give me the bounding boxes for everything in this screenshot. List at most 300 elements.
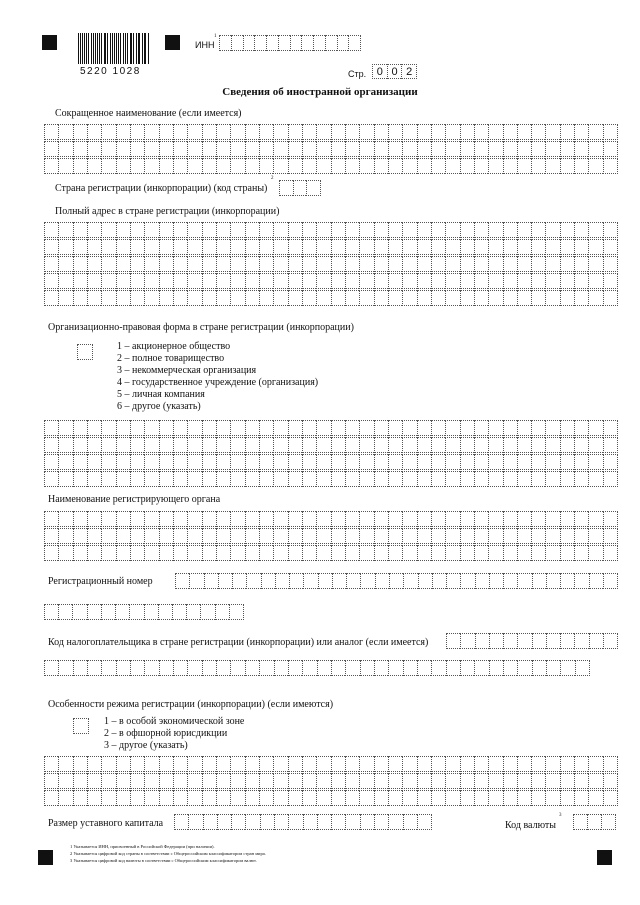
entry-cell[interactable]: [603, 141, 618, 157]
entry-cell[interactable]: [588, 773, 602, 789]
entry-cell[interactable]: [289, 573, 303, 589]
entry-cell[interactable]: [560, 273, 574, 289]
entry-cell[interactable]: [603, 239, 618, 255]
entry-cell[interactable]: [87, 471, 101, 487]
entry-cell[interactable]: [588, 239, 602, 255]
entry-cell[interactable]: [574, 511, 588, 527]
entry-cell[interactable]: [574, 290, 588, 306]
entry-cell[interactable]: [73, 756, 87, 772]
entry-cell[interactable]: [316, 773, 330, 789]
entry-cell[interactable]: [230, 773, 244, 789]
entry-cell[interactable]: [130, 273, 144, 289]
entry-cell[interactable]: [474, 528, 488, 544]
entry-cell[interactable]: [202, 437, 216, 453]
entry-cell[interactable]: [202, 545, 216, 561]
entry-cell[interactable]: [187, 273, 201, 289]
entry-cell[interactable]: [603, 471, 618, 487]
entry-cell[interactable]: [517, 437, 531, 453]
entry-cell[interactable]: [588, 141, 602, 157]
entry-cell[interactable]: [58, 511, 72, 527]
entry-cell[interactable]: [316, 222, 330, 238]
entry-cell[interactable]: [402, 511, 416, 527]
entry-cell[interactable]: [216, 773, 230, 789]
entry-cell[interactable]: [503, 633, 517, 649]
entry-cell[interactable]: [517, 773, 531, 789]
entry-cell[interactable]: [325, 35, 337, 51]
entry-cell[interactable]: [273, 124, 287, 140]
entry-cell[interactable]: [101, 790, 115, 806]
entry-cell[interactable]: [230, 660, 244, 676]
entry-cell[interactable]: [215, 604, 229, 620]
entry-cell[interactable]: [359, 545, 373, 561]
entry-cell[interactable]: [230, 256, 244, 272]
entry-cell[interactable]: [560, 239, 574, 255]
entry-cell[interactable]: [388, 239, 402, 255]
entry-cell[interactable]: [517, 239, 531, 255]
entry-cell[interactable]: [187, 239, 201, 255]
entry-cell[interactable]: [245, 773, 259, 789]
entry-cell[interactable]: [44, 471, 58, 487]
entry-cell[interactable]: [259, 124, 273, 140]
entry-cell[interactable]: [445, 437, 459, 453]
entry-cell[interactable]: [202, 141, 216, 157]
entry-cell[interactable]: [288, 773, 302, 789]
entry-cell[interactable]: [474, 273, 488, 289]
entry-cell[interactable]: [216, 660, 230, 676]
entry-cell[interactable]: [574, 573, 588, 589]
entry-cell[interactable]: [87, 158, 101, 174]
entry-cell[interactable]: [574, 528, 588, 544]
entry-cell[interactable]: [531, 239, 545, 255]
entry-cell[interactable]: [574, 545, 588, 561]
entry-cell[interactable]: [101, 273, 115, 289]
entry-cell[interactable]: [316, 528, 330, 544]
entry-cell[interactable]: [159, 756, 173, 772]
entry-cell[interactable]: [302, 273, 316, 289]
entry-cell[interactable]: [531, 290, 545, 306]
entry-cell[interactable]: [445, 158, 459, 174]
entry-cell[interactable]: [202, 454, 216, 470]
entry-cell[interactable]: [337, 35, 349, 51]
entry-cell[interactable]: [503, 141, 517, 157]
entry-cell[interactable]: [359, 528, 373, 544]
entry-cell[interactable]: [187, 124, 201, 140]
entry-cell[interactable]: [245, 222, 259, 238]
entry-cell[interactable]: [588, 756, 602, 772]
entry-cell[interactable]: [58, 471, 72, 487]
entry-cell[interactable]: [288, 660, 302, 676]
entry-cell[interactable]: [532, 633, 546, 649]
entry-cell[interactable]: [603, 511, 618, 527]
entry-cell[interactable]: [87, 124, 101, 140]
entry-cell[interactable]: [230, 545, 244, 561]
entry-cell[interactable]: [245, 290, 259, 306]
entry-cell[interactable]: [173, 756, 187, 772]
entry-cell[interactable]: [186, 604, 200, 620]
entry-cell[interactable]: [187, 511, 201, 527]
entry-cell[interactable]: [603, 420, 618, 436]
entry-cell[interactable]: [273, 290, 287, 306]
entry-cell[interactable]: [348, 35, 361, 51]
entry-cell[interactable]: [331, 158, 345, 174]
entry-cell[interactable]: [259, 528, 273, 544]
address-row-3[interactable]: [44, 256, 618, 272]
entry-cell[interactable]: [431, 256, 445, 272]
entry-cell[interactable]: [388, 290, 402, 306]
entry-cell[interactable]: [403, 573, 417, 589]
entry-cell[interactable]: [388, 660, 402, 676]
entry-cell[interactable]: [489, 660, 503, 676]
entry-cell[interactable]: [216, 420, 230, 436]
entry-cell[interactable]: [488, 256, 502, 272]
entry-cell[interactable]: [431, 239, 445, 255]
entry-cell[interactable]: [488, 756, 502, 772]
entry-cell[interactable]: [144, 273, 158, 289]
address-row-4[interactable]: [44, 273, 618, 289]
address-row-1[interactable]: [44, 222, 618, 238]
entry-cell[interactable]: [87, 437, 101, 453]
entry-cell[interactable]: [187, 158, 201, 174]
entry-cell[interactable]: [73, 437, 87, 453]
entry-cell[interactable]: [58, 773, 72, 789]
entry-cell[interactable]: [159, 256, 173, 272]
entry-cell[interactable]: [560, 471, 574, 487]
taxpayer-code-row-1[interactable]: [446, 633, 618, 649]
entry-cell[interactable]: [545, 773, 559, 789]
entry-cell[interactable]: [230, 158, 244, 174]
entry-cell[interactable]: [130, 660, 144, 676]
entry-cell[interactable]: [87, 290, 101, 306]
entry-cell[interactable]: [431, 660, 445, 676]
entry-cell[interactable]: [388, 756, 402, 772]
entry-cell[interactable]: [44, 437, 58, 453]
entry-cell[interactable]: [488, 273, 502, 289]
entry-cell[interactable]: [130, 437, 144, 453]
entry-cell[interactable]: [388, 814, 402, 830]
entry-cell[interactable]: [302, 222, 316, 238]
entry-cell[interactable]: [503, 222, 517, 238]
entry-cell[interactable]: [230, 273, 244, 289]
entry-cell[interactable]: [266, 35, 278, 51]
address-row-5[interactable]: [44, 290, 618, 306]
entry-cell[interactable]: [531, 158, 545, 174]
entry-cell[interactable]: [517, 124, 531, 140]
entry-cell[interactable]: [273, 420, 287, 436]
entry-cell[interactable]: [488, 239, 502, 255]
entry-cell[interactable]: [288, 471, 302, 487]
entry-cell[interactable]: [588, 790, 602, 806]
entry-cell[interactable]: [574, 239, 588, 255]
entry-cell[interactable]: [216, 158, 230, 174]
entry-cell[interactable]: [445, 528, 459, 544]
entry-cell[interactable]: [503, 437, 517, 453]
entry-cell[interactable]: [187, 222, 201, 238]
legal-form-code-cell[interactable]: [77, 344, 93, 360]
entry-cell[interactable]: [474, 790, 488, 806]
entry-cell[interactable]: [345, 545, 359, 561]
entry-cell[interactable]: [173, 511, 187, 527]
entry-cell[interactable]: [87, 222, 101, 238]
entry-cell[interactable]: [560, 773, 574, 789]
entry-cell[interactable]: [259, 790, 273, 806]
entry-cell[interactable]: [574, 633, 588, 649]
entry-cell[interactable]: [101, 239, 115, 255]
address-row-2[interactable]: [44, 239, 618, 255]
entry-cell[interactable]: [202, 239, 216, 255]
entry-cell[interactable]: [245, 545, 259, 561]
entry-cell[interactable]: [130, 290, 144, 306]
entry-cell[interactable]: [388, 124, 402, 140]
entry-cell[interactable]: [302, 454, 316, 470]
entry-cell[interactable]: [216, 273, 230, 289]
entry-cell[interactable]: [388, 773, 402, 789]
entry-cell[interactable]: [259, 545, 273, 561]
entry-cell[interactable]: [359, 158, 373, 174]
entry-cell[interactable]: [273, 158, 287, 174]
entry-cell[interactable]: [130, 124, 144, 140]
entry-cell[interactable]: [245, 158, 259, 174]
entry-cell[interactable]: [245, 814, 259, 830]
entry-cell[interactable]: [173, 773, 187, 789]
entry-cell[interactable]: [488, 124, 502, 140]
entry-cell[interactable]: [488, 420, 502, 436]
entry-cell[interactable]: [374, 158, 388, 174]
entry-cell[interactable]: [531, 437, 545, 453]
entry-cell[interactable]: [273, 454, 287, 470]
entry-cell[interactable]: [216, 239, 230, 255]
entry-cell[interactable]: [359, 222, 373, 238]
entry-cell[interactable]: [302, 773, 316, 789]
entry-cell[interactable]: [44, 511, 58, 527]
entry-cell[interactable]: [273, 511, 287, 527]
entry-cell[interactable]: [273, 773, 287, 789]
entry-cell[interactable]: [445, 773, 459, 789]
entry-cell[interactable]: [187, 471, 201, 487]
entry-cell[interactable]: [345, 773, 359, 789]
entry-cell[interactable]: [517, 256, 531, 272]
entry-cell[interactable]: [488, 141, 502, 157]
entry-cell[interactable]: [302, 511, 316, 527]
entry-cell[interactable]: [488, 511, 502, 527]
legal-form-other-row-2[interactable]: [44, 437, 618, 453]
entry-cell[interactable]: [575, 660, 590, 676]
entry-cell[interactable]: [230, 290, 244, 306]
entry-cell[interactable]: [216, 124, 230, 140]
entry-cell[interactable]: [159, 273, 173, 289]
entry-cell[interactable]: [474, 660, 488, 676]
entry-cell[interactable]: [388, 420, 402, 436]
entry-cell[interactable]: [573, 814, 587, 830]
entry-cell[interactable]: [603, 633, 618, 649]
entry-cell[interactable]: [87, 420, 101, 436]
entry-cell[interactable]: [73, 545, 87, 561]
entry-cell[interactable]: [332, 573, 346, 589]
entry-cell[interactable]: [532, 660, 546, 676]
entry-cell[interactable]: [87, 256, 101, 272]
entry-cell[interactable]: [417, 471, 431, 487]
entry-cell[interactable]: [116, 290, 130, 306]
entry-cell[interactable]: [144, 290, 158, 306]
entry-cell[interactable]: [375, 573, 389, 589]
entry-cell[interactable]: [460, 511, 474, 527]
entry-cell[interactable]: [402, 239, 416, 255]
entry-cell[interactable]: [374, 437, 388, 453]
entry-cell[interactable]: [488, 437, 502, 453]
entry-cell[interactable]: [503, 660, 517, 676]
entry-cell[interactable]: [230, 790, 244, 806]
entry-cell[interactable]: [317, 660, 331, 676]
entry-cell[interactable]: [417, 437, 431, 453]
entry-cell[interactable]: [417, 756, 431, 772]
entry-cell[interactable]: [116, 528, 130, 544]
entry-cell[interactable]: [273, 545, 287, 561]
entry-cell[interactable]: [474, 454, 488, 470]
entry-cell[interactable]: [159, 141, 173, 157]
entry-cell[interactable]: [316, 790, 330, 806]
entry-cell[interactable]: [116, 124, 130, 140]
entry-cell[interactable]: [359, 239, 373, 255]
entry-cell[interactable]: [230, 511, 244, 527]
entry-cell[interactable]: [316, 273, 330, 289]
entry-cell[interactable]: [173, 528, 187, 544]
entry-cell[interactable]: [560, 790, 574, 806]
entry-cell[interactable]: [288, 814, 302, 830]
entry-cell[interactable]: [503, 528, 517, 544]
entry-cell[interactable]: [503, 773, 517, 789]
entry-cell[interactable]: [316, 158, 330, 174]
entry-cell[interactable]: [460, 437, 474, 453]
entry-cell[interactable]: [402, 256, 416, 272]
entry-cell[interactable]: [130, 141, 144, 157]
entry-cell[interactable]: [402, 545, 416, 561]
entry-cell[interactable]: [431, 141, 445, 157]
entry-cell[interactable]: [187, 420, 201, 436]
entry-cell[interactable]: [302, 256, 316, 272]
entry-cell[interactable]: [44, 158, 58, 174]
entry-cell[interactable]: [560, 511, 574, 527]
entry-cell[interactable]: [574, 158, 588, 174]
entry-cell[interactable]: [44, 660, 58, 676]
entry-cell[interactable]: [101, 437, 115, 453]
registering-body-row-1[interactable]: [44, 511, 618, 527]
entry-cell[interactable]: [58, 420, 72, 436]
entry-cell[interactable]: [259, 158, 273, 174]
entry-cell[interactable]: [116, 790, 130, 806]
entry-cell[interactable]: [259, 273, 273, 289]
entry-cell[interactable]: [331, 814, 345, 830]
entry-cell[interactable]: [101, 256, 115, 272]
entry-cell[interactable]: [173, 471, 187, 487]
entry-cell[interactable]: [402, 471, 416, 487]
entry-cell[interactable]: [460, 660, 474, 676]
entry-cell[interactable]: [260, 814, 274, 830]
entry-cell[interactable]: [316, 545, 330, 561]
entry-cell[interactable]: [374, 222, 388, 238]
entry-cell[interactable]: [230, 420, 244, 436]
entry-cell[interactable]: [288, 158, 302, 174]
entry-cell[interactable]: [560, 545, 574, 561]
entry-cell[interactable]: [531, 756, 545, 772]
entry-cell[interactable]: [359, 141, 373, 157]
entry-cell[interactable]: [58, 660, 72, 676]
entry-cell[interactable]: [460, 790, 474, 806]
entry-cell[interactable]: [58, 528, 72, 544]
entry-cell[interactable]: [231, 35, 243, 51]
entry-cell[interactable]: [460, 141, 474, 157]
entry-cell[interactable]: [129, 604, 143, 620]
entry-cell[interactable]: [431, 273, 445, 289]
entry-cell[interactable]: [345, 790, 359, 806]
entry-cell[interactable]: [531, 222, 545, 238]
entry-cell[interactable]: [588, 420, 602, 436]
entry-cell[interactable]: [474, 124, 488, 140]
entry-cell[interactable]: [603, 454, 618, 470]
short-name-row-2[interactable]: [44, 141, 618, 157]
entry-cell[interactable]: [173, 454, 187, 470]
entry-cell[interactable]: [230, 222, 244, 238]
entry-cell[interactable]: [87, 141, 101, 157]
entry-cell[interactable]: [130, 545, 144, 561]
entry-cell[interactable]: [445, 790, 459, 806]
entry-cell[interactable]: [259, 756, 273, 772]
entry-cell[interactable]: [531, 545, 545, 561]
entry-cell[interactable]: [531, 454, 545, 470]
entry-cell[interactable]: [402, 158, 416, 174]
entry-cell[interactable]: [545, 141, 559, 157]
entry-cell[interactable]: [503, 256, 517, 272]
entry-cell[interactable]: [101, 545, 115, 561]
entry-cell[interactable]: [517, 273, 531, 289]
entry-cell[interactable]: [159, 158, 173, 174]
entry-cell[interactable]: [603, 290, 618, 306]
entry-cell[interactable]: [203, 814, 217, 830]
entry-cell[interactable]: [187, 660, 201, 676]
entry-cell[interactable]: [388, 437, 402, 453]
entry-cell[interactable]: [445, 273, 459, 289]
entry-cell[interactable]: [159, 545, 173, 561]
entry-cell[interactable]: [588, 158, 602, 174]
entry-cell[interactable]: [202, 420, 216, 436]
entry-cell[interactable]: [159, 222, 173, 238]
entry-cell[interactable]: [531, 773, 545, 789]
entry-cell[interactable]: [517, 528, 531, 544]
entry-cell[interactable]: [87, 528, 101, 544]
entry-cell[interactable]: [474, 158, 488, 174]
entry-cell[interactable]: [331, 454, 345, 470]
entry-cell[interactable]: [402, 528, 416, 544]
entry-cell[interactable]: [374, 141, 388, 157]
entry-cell[interactable]: [460, 545, 474, 561]
entry-cell[interactable]: [431, 124, 445, 140]
entry-cell[interactable]: [374, 290, 388, 306]
entry-cell[interactable]: [345, 290, 359, 306]
entry-cell[interactable]: [588, 290, 602, 306]
entry-cell[interactable]: [574, 222, 588, 238]
entry-cell[interactable]: [273, 756, 287, 772]
entry-cell[interactable]: [488, 290, 502, 306]
entry-cell[interactable]: [489, 633, 503, 649]
entry-cell[interactable]: [159, 528, 173, 544]
entry-cell[interactable]: [288, 222, 302, 238]
entry-cell[interactable]: [144, 141, 158, 157]
entry-cell[interactable]: [503, 158, 517, 174]
entry-cell[interactable]: [302, 660, 316, 676]
entry-cell[interactable]: [331, 273, 345, 289]
entry-cell[interactable]: [44, 290, 58, 306]
entry-cell[interactable]: [173, 420, 187, 436]
entry-cell[interactable]: [431, 471, 445, 487]
entry-cell[interactable]: [259, 773, 273, 789]
